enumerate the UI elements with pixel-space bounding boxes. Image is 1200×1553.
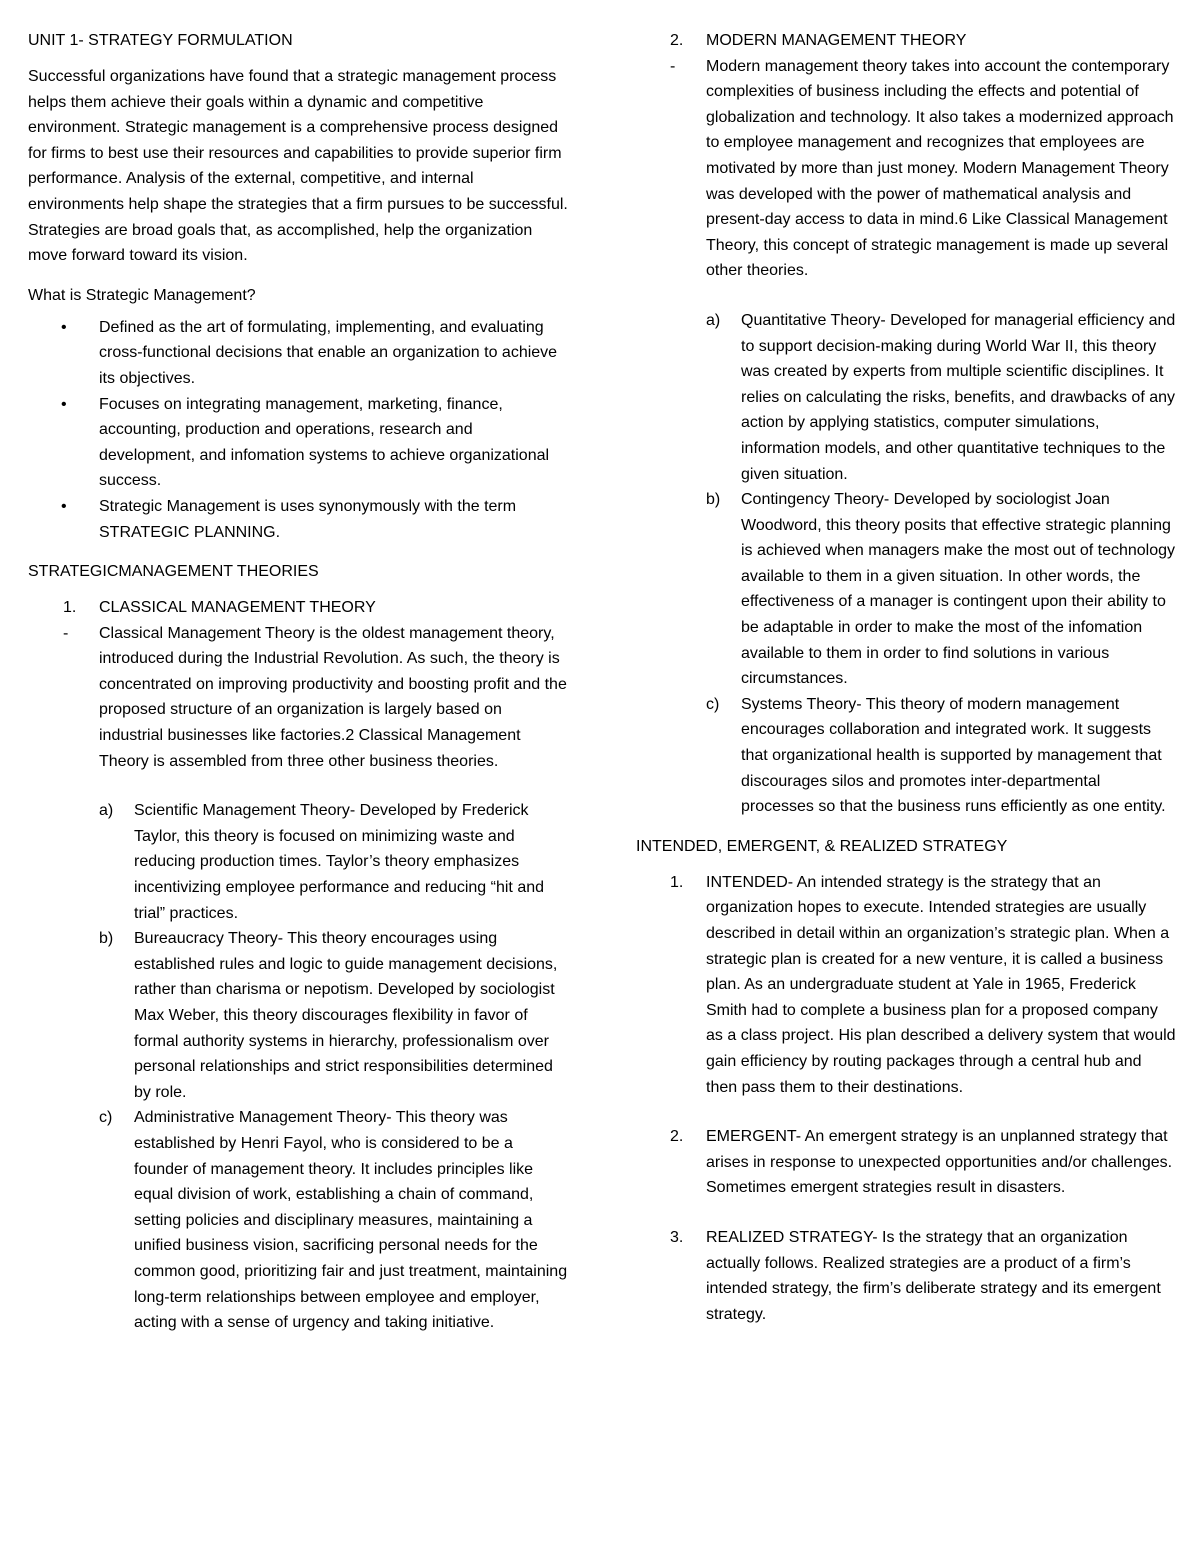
item-letter: a) <box>706 311 721 329</box>
list-item <box>28 926 568 1105</box>
description-text: Modern management theory takes into account the contemporary complexities of business including the effects and potential of globalization and technology. It also takes a modernized approach to employee management and recognizes that employees are motivated by more than just money. Modern Management Theory was developed with the power of mathematical analysis and present-day access to data in mind.6 Like Classical Management Theory, this concept of strategic management is made up several other theories. <box>706 57 1174 280</box>
item-text: Systems Theory- This theory of modern management encourages collaboration and integrated work. It suggests that organizational health is supported by management that discourages silos and promotes inter-departmental processes so that the business runs efficiently as one entity. <box>741 695 1166 816</box>
list-item <box>636 692 1176 820</box>
item-text: INTENDED- An intended strategy is the strategy that an organization hopes to execute. Intended strategies are usually described in detail within an organization’s strategic plan. When a strategic plan is created for a new venture, it is called a business plan. As an undergraduate student at Yale in 1965, Frederick Smith had to complete a business plan for a proposed company as a class project. His plan described a delivery system that would gain efficiency by routing packages through a central hub and then pass them to their destinations. <box>706 873 1176 1096</box>
item-letter: b) <box>706 491 721 509</box>
item-text: EMERGENT- An emergent strategy is an unplanned strategy that arises in response to unexpected opportunities and/or challenges. Sometimes emergent strategies result in disasters. <box>706 1128 1173 1197</box>
item-letter: c) <box>706 695 720 713</box>
item-letter: b) <box>99 930 114 948</box>
item-title: MODERN MANAGEMENT THEORY <box>706 32 967 49</box>
bullet-text: Defined as the art of formulating, implementing, and evaluating cross-functional decisions that enable an organization to achieve its objectives. <box>99 318 558 387</box>
modern-theory-description <box>636 54 1176 284</box>
list-item <box>636 1124 1176 1201</box>
item-text: Quantitative Theory- Developed for managerial efficiency and to support decision-making during World War II, this theory was created by experts from multiple scientific disciplines. It relies on calculating the risks, benefits, and drawbacks of any action by applying statistics, computer simulations, information models, and other quantitative techniques to the given situation. <box>741 311 1176 483</box>
unit-title: UNIT 1- STRATEGY FORMULATION <box>28 32 293 49</box>
what-is-heading: What is Strategic Management? <box>28 286 256 304</box>
list-item <box>636 1225 1176 1327</box>
item-text: REALIZED STRATEGY- Is the strategy that an organization actually follows. Realized strategies are a product of a firm’s intended strategy, the firm’s deliberate strategy and its emergent strategy. <box>706 1228 1161 1323</box>
item-letter: a) <box>99 802 114 820</box>
bullet-text: Strategic Management is uses synonymously with the term STRATEGIC PLANNING. <box>99 497 517 541</box>
list-item <box>28 494 568 545</box>
item-number: 1. <box>63 599 77 617</box>
item-number: 2. <box>670 1128 684 1146</box>
definition-bullet-list <box>28 315 568 545</box>
list-item <box>636 487 1176 692</box>
modern-theory-title <box>636 28 1176 54</box>
list-item <box>28 315 568 392</box>
list-item <box>28 798 568 926</box>
bullet-text: Focuses on integrating management, marketing, finance, accounting, production and operations, research and development, and infomation systems to achieve organizational success. <box>99 395 550 490</box>
item-title: CLASSICAL MANAGEMENT THEORY <box>99 599 376 617</box>
item-text: Scientific Management Theory- Developed by Frederick Taylor, this theory is focused on minimizing waste and reducing production times. Taylor’s theory emphasizes incentivizing employee performance and reducing “hit and trial” practices. <box>134 802 545 922</box>
classical-theory-title <box>28 595 568 621</box>
list-item <box>28 1105 568 1335</box>
item-text: Administrative Management Theory- This theory was established by Henri Fayol, who is considered to be a founder of management theory. It includes principles like equal division of work, establishing a chain of command, setting policies and disciplinary measures, maintaining a unified business vision, sacrificing personal needs for the common good, prioritizing fair and just treatment, maintaining long-term relationships between employee and employer, acting with a sense of urgency and taking initiative. <box>134 1109 568 1332</box>
list-item <box>28 392 568 494</box>
list-item <box>636 870 1176 1100</box>
intro-paragraph: Successful organizations have found that a strategic management process helps them achieve their goals within a dynamic and competitive environment. Strategic management is a comprehensive process designed for firms to best use their resources and capabilities to provide superior firm performance. Analysis of the external, competitive, and internal environments help shape the strategies that a firm pursues to be successful. Strategies are broad goals that, as accomplished, help the organization move forward toward its vision. <box>28 68 568 265</box>
theories-heading: STRATEGICMANAGEMENT THEORIES <box>28 563 319 581</box>
item-number: 3. <box>670 1228 684 1246</box>
strategy-heading: INTENDED, EMERGENT, & REALIZED STRATEGY <box>636 837 1008 855</box>
classical-theory-description <box>28 621 568 775</box>
left-column <box>28 28 568 1336</box>
item-number: 2. <box>670 32 684 49</box>
description-text: Classical Management Theory is the oldest management theory, introduced during the Industrial Revolution. As such, the theory is concentrated on improving productivity and boosting profit and the proposed structure of an organization is largely based on industrial businesses like factories.2 Classical Management Theory is assembled from three other business theories. <box>99 624 567 770</box>
dash-marker: - <box>670 57 676 75</box>
bullet-icon: • <box>61 497 67 515</box>
item-text: Contingency Theory- Developed by sociologist Joan Woodword, this theory posits that effective strategic planning is achieved when managers make the most out of technology available to them in a given situation. In other words, the effectiveness of a manager is contingent upon their ability to be adaptable in order to make the most of the infomation available to them in order to find solutions in various circumstances. <box>741 491 1176 688</box>
item-letter: c) <box>99 1109 113 1127</box>
bullet-icon: • <box>61 395 67 413</box>
item-number: 1. <box>670 873 684 891</box>
list-item <box>636 308 1176 487</box>
right-column <box>636 28 1176 1327</box>
bullet-icon: • <box>61 318 67 336</box>
item-text: Bureaucracy Theory- This theory encourages using established rules and logic to guide management decisions, rather than charisma or nepotism. Developed by sociologist Max Weber, this theory discourages flexibility in favor of formal authority systems in hierarchy, professionalism over personal relationships and strict responsibilities determined by role. <box>134 930 558 1101</box>
dash-marker: - <box>63 624 69 642</box>
